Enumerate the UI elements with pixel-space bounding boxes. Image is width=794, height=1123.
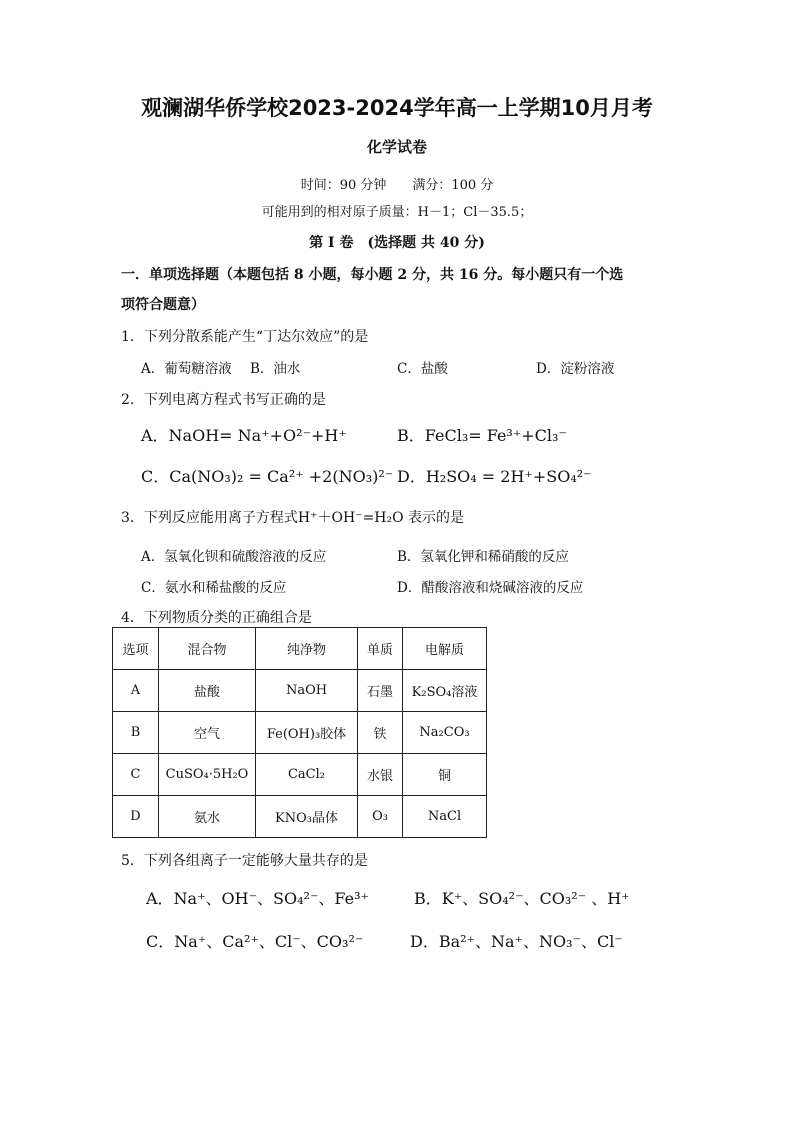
exam-subtitle: 化学试卷 [366,138,427,156]
q2-option-d[interactable]: D．H₂SO₄ = 2H⁺+SO₄²⁻ [397,467,592,486]
table-cell: Fe(OH)₃胶体 [256,712,358,754]
q5-option-b[interactable]: B．K⁺、SO₄²⁻、CO₃²⁻ 、H⁺ [414,889,630,908]
q1-option-b[interactable]: B．油水 [250,361,301,377]
table-cell: 铜 [403,754,487,796]
table-cell: CaCl₂ [256,754,358,796]
table-header-cell: 电解质 [403,628,487,670]
table-row [113,754,487,796]
table-row [113,796,487,838]
table-cell: K₂SO₄溶液 [403,670,487,712]
q2-stem: 2．下列电离方程式书写正确的是 [121,392,326,408]
table-cell: 盐酸 [159,670,256,712]
table-cell: C [113,754,159,796]
q5-option-a[interactable]: A．Na⁺、OH⁻、SO₄²⁻、Fe³⁺ [146,889,369,908]
classification-table [112,627,487,838]
q3-option-a[interactable]: A．氢氧化钡和硫酸溶液的反应 [141,549,327,565]
table-cell: 氨水 [159,796,256,838]
table-cell: D [113,796,159,838]
q2-option-b[interactable]: B．FeCl₃= Fe³⁺+Cl₃⁻ [397,426,567,445]
q3-option-c[interactable]: C．氨水和稀盐酸的反应 [141,580,287,596]
table-cell: A [113,670,159,712]
q5-option-d[interactable]: D．Ba²⁺、Na⁺、NO₃⁻、Cl⁻ [410,932,623,951]
section-instructions-line2: 项符合题意） [121,297,205,313]
table-cell: 铁 [358,712,403,754]
table-cell: 空气 [159,712,256,754]
q2-option-c[interactable]: C．Ca(NO₃)₂ = Ca²⁺ +2(NO₃)²⁻ [141,467,394,486]
q3-option-b[interactable]: B．氢氧化钾和稀硝酸的反应 [397,549,569,565]
table-header-cell: 混合物 [159,628,256,670]
exam-title: 观澜湖华侨学校2023-2024学年高一上学期10月月考 [141,96,653,120]
table-cell: B [113,712,159,754]
q4-stem: 4．下列物质分类的正确组合是 [121,610,312,626]
q1-option-d[interactable]: D．淀粉溶液 [536,361,615,377]
q5-option-c[interactable]: C．Na⁺、Ca²⁺、Cl⁻、CO₃²⁻ [146,932,364,951]
table-header-cell: 选项 [113,628,159,670]
table-cell: Na₂CO₃ [403,712,487,754]
table-header-cell: 单质 [358,628,403,670]
q5-stem: 5．下列各组离子一定能够大量共存的是 [121,853,368,869]
table-row [113,712,487,754]
table-row [113,670,487,712]
table-cell: NaOH [256,670,358,712]
q1-option-c[interactable]: C．盐酸 [397,361,448,377]
table-cell: 石墨 [358,670,403,712]
table-cell: NaCl [403,796,487,838]
section-instructions-line1: 一．单项选择题（本题包括 8 小题，每小题 2 分，共 16 分。每小题只有一个选 [121,267,624,283]
part-title: 第 I 卷 (选择题 共 40 分) [309,235,485,251]
table-cell: CuSO₄·5H₂O [159,754,256,796]
table-cell: O₃ [358,796,403,838]
atomic-mass-info: 可能用到的相对原子质量：H－1；Cl－35.5； [261,205,533,220]
table-cell: 水银 [358,754,403,796]
q3-option-d[interactable]: D．醋酸溶液和烧碱溶液的反应 [397,580,584,596]
time-info: 时间：90 分钟 满分：100 分 [300,178,494,193]
q2-option-a[interactable]: A．NaOH= Na⁺+O²⁻+H⁺ [141,426,347,445]
table-cell: KNO₃晶体 [256,796,358,838]
table-header-row [113,628,487,670]
q1-option-a[interactable]: A．葡萄糖溶液 [141,361,232,377]
table-header-cell: 纯净物 [256,628,358,670]
q1-stem: 1．下列分散系能产生“丁达尔效应”的是 [121,329,369,345]
q3-stem: 3．下列反应能用离子方程式H⁺＋OH⁻=H₂O 表示的是 [121,510,465,526]
